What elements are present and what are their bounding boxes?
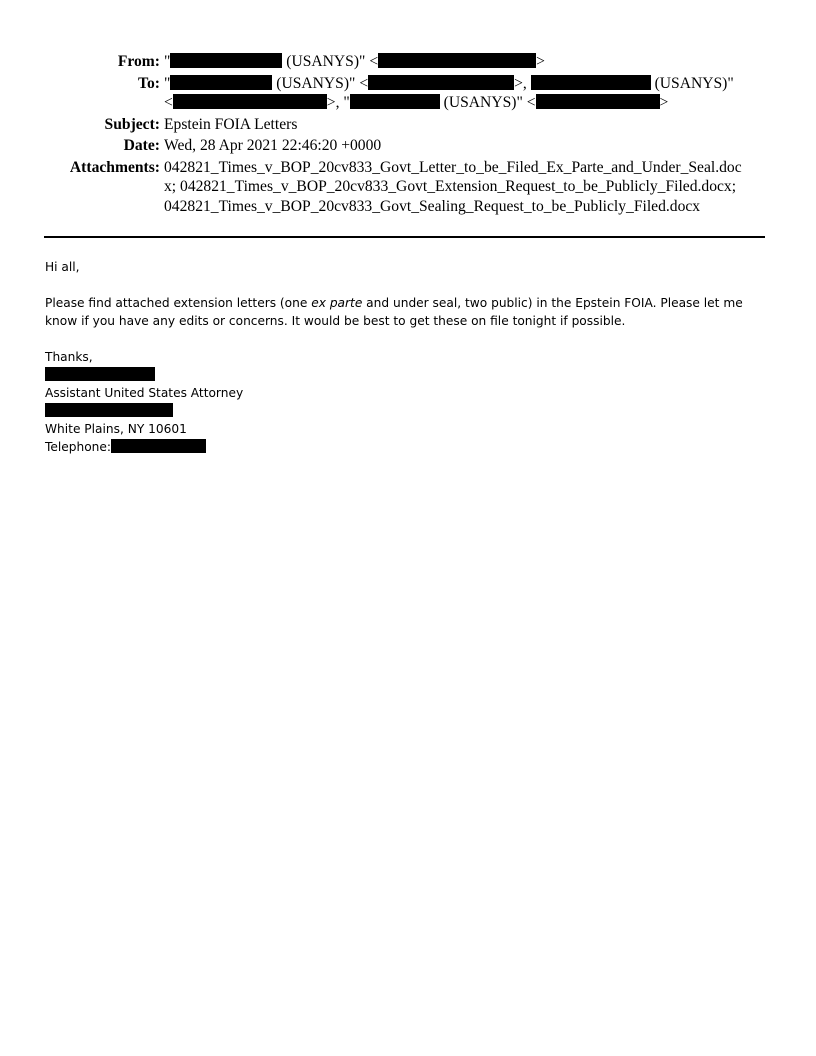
email-body <box>45 258 771 456</box>
from-label: From: <box>117 53 160 70</box>
subject-label: Subject: <box>104 115 160 133</box>
to-label: To: <box>138 74 160 92</box>
attachment-line-2[interactable]: x; 042821_Times_v_BOP_20cv833_Govt_Extension_Request_to_be_Publicly_Filed.docx; <box>164 178 737 195</box>
greeting: Hi all, <box>45 260 80 274</box>
message-paragraph <box>45 294 771 330</box>
redaction-block <box>378 53 536 68</box>
redaction-block <box>536 94 660 109</box>
header-text: (USANYS)" < <box>439 94 536 111</box>
to-value-line-2 <box>164 93 770 113</box>
redaction-block <box>170 75 272 90</box>
message-italic-term: ex parte <box>311 296 363 310</box>
redaction-block <box>173 94 327 109</box>
date-label: Date: <box>123 137 160 154</box>
redaction-block <box>111 439 206 453</box>
to-value <box>164 74 770 113</box>
redaction-block <box>170 53 282 68</box>
header-divider <box>44 236 765 238</box>
sign-off: Thanks, <box>45 350 93 364</box>
subject-value: Epstein FOIA Letters <box>164 115 298 133</box>
attachments-value <box>164 158 770 217</box>
message-text-1: Please find attached extension letters (one <box>45 296 312 310</box>
redaction-block <box>45 367 155 381</box>
message-text-2: and under seal, two public) in the Epstein FOIA. Please let me know if you have any edits or concerns. It would be best to get these on file tonight if possible. <box>45 296 743 328</box>
signature-city: White Plains, NY 10601 <box>45 422 187 436</box>
from-value <box>164 52 770 72</box>
signature-title: Assistant United States Attorney <box>45 386 244 400</box>
subject-row <box>44 115 770 135</box>
header-text: > <box>659 94 669 111</box>
signature-telephone <box>45 438 771 456</box>
signature-name-redacted <box>45 366 771 384</box>
attachment-line-1[interactable]: 042821_Times_v_BOP_20cv833_Govt_Letter_to_be_Filed_Ex_Parte_and_Under_Seal.doc <box>164 158 742 176</box>
header-text: (USANYS)" < <box>282 53 379 70</box>
header-text: (USANYS)" <box>650 74 734 92</box>
redaction-block <box>350 94 440 109</box>
attachments-row <box>44 158 770 217</box>
attachments-label: Attachments: <box>69 158 160 176</box>
email-header <box>44 52 770 218</box>
header-text: < <box>164 94 173 111</box>
header-text: >, <box>514 74 531 92</box>
header-text: (USANYS)" < <box>272 74 369 92</box>
to-value-line-1 <box>164 74 770 94</box>
date-value: Wed, 28 Apr 2021 22:46:20 +0000 <box>164 137 382 154</box>
header-text: " <box>164 53 171 70</box>
redaction-block <box>531 75 651 90</box>
attachment-line-3[interactable]: 042821_Times_v_BOP_20cv833_Govt_Sealing_Request_to_be_Publicly_Filed.docx <box>164 197 701 215</box>
redaction-block <box>368 75 514 90</box>
from-row <box>44 52 770 72</box>
header-text: >, " <box>326 94 350 111</box>
date-row <box>44 136 770 156</box>
telephone-label: Telephone: <box>45 440 111 454</box>
to-row <box>44 74 770 113</box>
redaction-block <box>45 403 173 417</box>
header-text: > <box>536 53 545 70</box>
header-text: " <box>164 74 171 92</box>
signature-address-redacted <box>45 402 771 420</box>
